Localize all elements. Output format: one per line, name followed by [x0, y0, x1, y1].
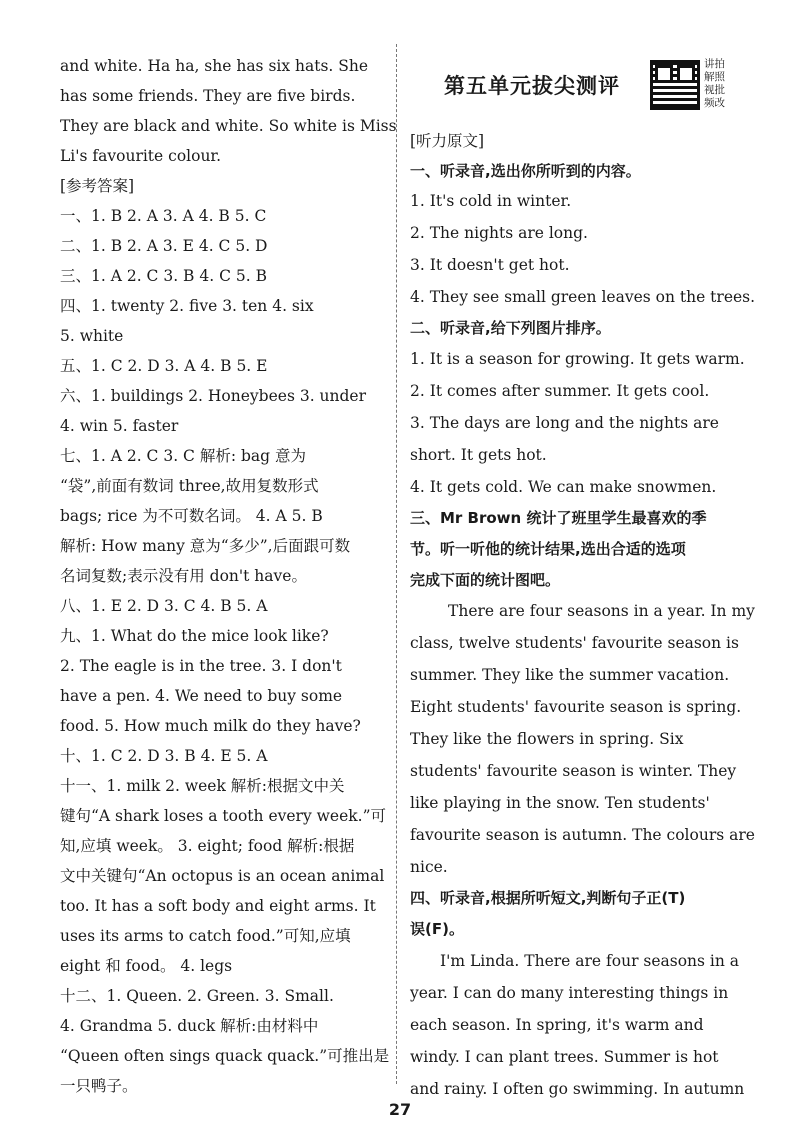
answer-line: too. It has a soft body and eight arms. It [60, 897, 376, 915]
answer-key-heading: [参考答案] [60, 177, 135, 195]
answer-line: 四、1. twenty 2. five 3. ten 4. six [60, 297, 314, 315]
text-line: summer. They like the summer vacation. [410, 666, 730, 684]
answer-line: 六、1. buildings 2. Honeybees 3. under [60, 387, 367, 405]
text-line: 3. It doesn't get hot. [410, 256, 570, 274]
answer-line: 七、1. A 2. C 3. C 解析: bag 意为 [60, 447, 307, 465]
text-line: short. It gets hot. [410, 446, 547, 464]
answer-line: 一只鸭子。 [60, 1077, 138, 1095]
text-line: nice. [410, 858, 448, 876]
text-line: like playing in the snow. Ten students' [410, 794, 710, 812]
answer-line: have a pen. 4. We need to buy some [60, 687, 343, 705]
answer-line: 三、1. A 2. C 3. B 4. C 5. B [60, 267, 267, 285]
text-line: They are black and white. So white is Miss [60, 117, 397, 135]
answer-line: 二、1. B 2. A 3. E 4. C 5. D [60, 237, 268, 255]
answer-line: 九、1. What do the mice look like? [60, 627, 329, 645]
answer-line: 4. win 5. faster [60, 417, 179, 435]
answer-line: 八、1. E 2. D 3. C 4. B 5. A [60, 597, 268, 615]
qr-caption: 讲拍 解照 视批 频改 [704, 58, 725, 109]
section-heading: 误(F)。 [410, 920, 464, 938]
unit-test-title: 第五单元拔尖测评 [444, 74, 620, 98]
text-line: and rainy. I often go swimming. In autumn [410, 1080, 745, 1098]
answer-line: 4. Grandma 5. duck 解析:由材料中 [60, 1017, 319, 1035]
answer-line: bags; rice 为不可数名词。 4. A 5. B [60, 507, 323, 525]
answer-line: 十一、1. milk 2. week 解析:根据文中关 [60, 777, 345, 795]
text-line: 2. It comes after summer. It gets cool. [410, 382, 710, 400]
section-heading: 节。听一听他的统计结果,选出合适的选项 [410, 540, 686, 558]
text-line: 1. It's cold in winter. [410, 192, 572, 210]
column-divider [396, 44, 397, 1084]
page-number: 27 [388, 1100, 412, 1119]
text-line: windy. I can plant trees. Summer is hot [410, 1048, 719, 1066]
text-line: year. I can do many interesting things in [410, 984, 729, 1002]
answer-line: uses its arms to catch food.”可知,应填 [60, 927, 351, 945]
section-heading: 一、听录音,选出你所听到的内容。 [410, 162, 641, 180]
text-line: There are four seasons in a year. In my [448, 602, 755, 620]
answer-line: “袋”,前面有数词 three,故用复数形式 [60, 477, 319, 495]
answer-line: 5. white [60, 327, 124, 345]
text-line: Li's favourite colour. [60, 147, 222, 165]
text-line: I'm Linda. There are four seasons in a [440, 952, 740, 970]
text-line: 1. It is a season for growing. It gets warm. [410, 350, 745, 368]
answer-line: “Queen often sings quack quack.”可推出是 [60, 1047, 390, 1065]
section-heading: 三、Mr Brown 统计了班里学生最喜欢的季 [410, 509, 707, 527]
answer-line: food. 5. How much milk do they have? [60, 717, 361, 735]
answer-line: 2. The eagle is in the tree. 3. I don't [60, 657, 342, 675]
section-heading: 二、听录音,给下列图片排序。 [410, 319, 611, 337]
section-heading: 四、听录音,根据所听短文,判断句子正(T) [410, 889, 686, 907]
qr-code-icon[interactable] [650, 60, 700, 110]
answer-line: 知,应填 week。 3. eight; food 解析:根据 [60, 837, 355, 855]
text-line: class, twelve students' favourite season is [410, 634, 739, 652]
answer-line: 文中关键句“An octopus is an ocean animal [60, 867, 385, 885]
answer-line: eight 和 food。 4. legs [60, 957, 233, 975]
answer-line: 十二、1. Queen. 2. Green. 3. Small. [60, 987, 334, 1005]
text-line: They like the flowers in spring. Six [410, 730, 684, 748]
text-line: each season. In spring, it's warm and [410, 1016, 704, 1034]
answer-line: 一、1. B 2. A 3. A 4. B 5. C [60, 207, 267, 225]
listening-script-heading: [听力原文] [410, 132, 485, 150]
answer-line: 解析: How many 意为“多少”,后面跟可数 [60, 537, 351, 555]
text-line: 4. They see small green leaves on the trees. [410, 288, 756, 306]
text-line: and white. Ha ha, she has six hats. She [60, 57, 369, 75]
answer-line: 十、1. C 2. D 3. B 4. E 5. A [60, 747, 268, 765]
text-line: favourite season is autumn. The colours are [410, 826, 755, 844]
text-line: 3. The days are long and the nights are [410, 414, 719, 432]
text-line: 4. It gets cold. We can make snowmen. [410, 478, 717, 496]
answer-line: 五、1. C 2. D 3. A 4. B 5. E [60, 357, 268, 375]
text-line: 2. The nights are long. [410, 224, 588, 242]
answer-line: 键句“A shark loses a tooth every week.”可 [60, 807, 386, 825]
text-line: has some friends. They are five birds. [60, 87, 356, 105]
text-line: students' favourite season is winter. They [410, 762, 737, 780]
answer-line: 名词复数;表示没有用 don't have。 [60, 567, 307, 585]
section-heading: 完成下面的统计图吧。 [410, 571, 561, 589]
text-line: Eight students' favourite season is spring. [410, 698, 742, 716]
